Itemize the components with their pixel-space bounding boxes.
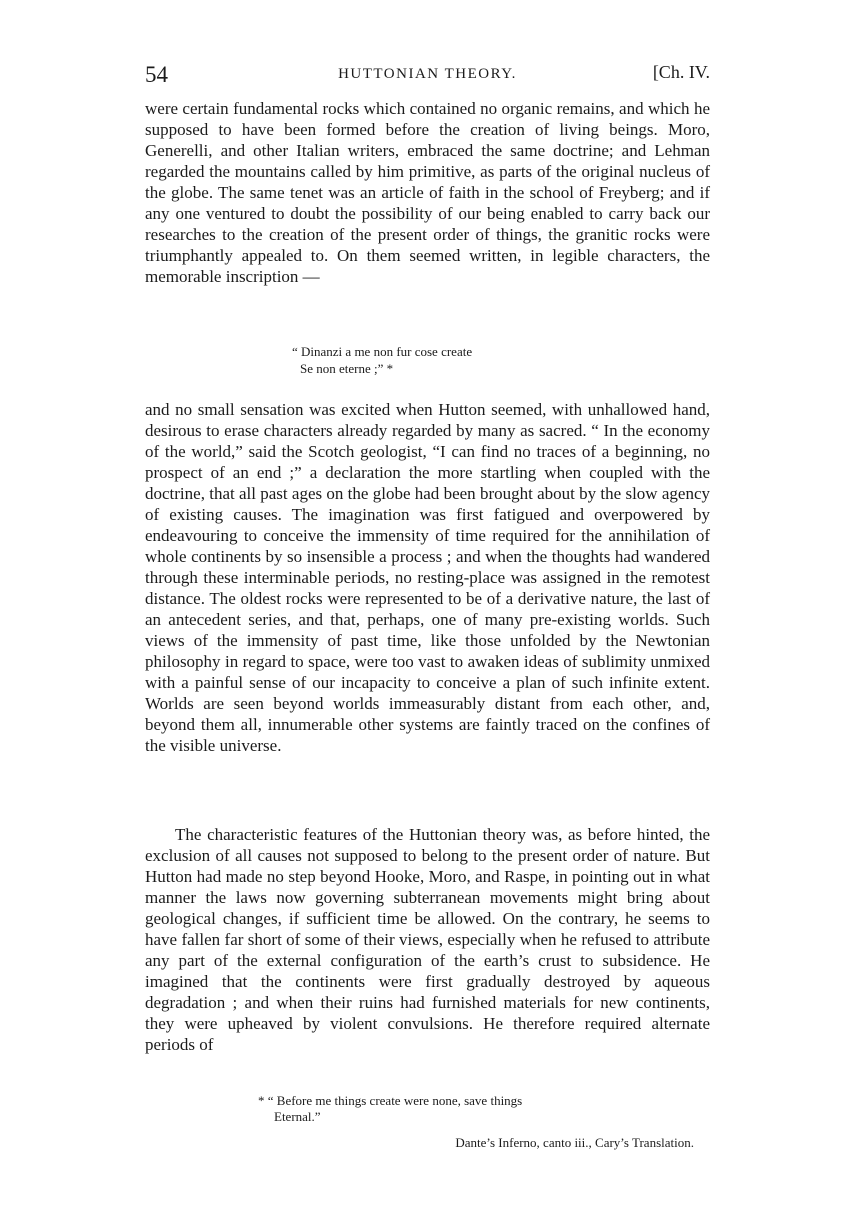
chapter-reference: [Ch. IV.	[652, 62, 710, 82]
paragraph-huttonian-features: The characteristic features of the Huttonian theory was, as before hinted, the exclusion of all causes not supposed to belong to the present order of nature. But Hutton had made no step beyond Hooke, Moro, and Raspe, in pointing out in what manner the laws now governing subterranean movements might bring about geological changes, if sufficient time be allowed. On the contrary, he seems to have fallen far short of some of their views, especially when he refused to attribute any part of the external configuration of the earth’s crust to subsidence. He imagined that the continents were first gradually destroyed by aqueous degradation ; and when their ruins had furnished materials for new continents, they were upheaved by violent convulsions. He therefore required alternate periods of	[145, 825, 710, 1054]
paragraph-hutton-sensation: and no small sensation was excited when Hutton seemed, with unhallowed hand, desirous to erase characters already regarded by many as sacred. “ In the economy of the world,” said the Scotch geologist, “I can find no traces of a beginning, no prospect of an end ;” a declaration the more startling when coupled with the doctrine, that all past ages on the globe had been brought about by the slow agency of existing causes. The imagination was first fatigued and overpowered by endeavouring to conceive the immensity of time required for the annihilation of whole continents by so insensible a process ; and when the thoughts had wandered through these interminable periods, no resting-place was assigned in the remotest distance. The oldest rocks were represented to be of a derivative nature, the last of an antecedent series, and that, perhaps, one of many pre-existing worlds. Such views of the immensity of past time, like those unfolded by the Newtonian philosophy in regard to space, were too vast to awaken ideas of sublimity unmixed with a painful sense of our incapacity to conceive a plan of such infinite extent. Worlds are seen beyond worlds immeasurably distant from each other, and, beyond them all, innumerable other systems are faintly traced on the confines of the visible universe.	[145, 400, 710, 755]
footnote	[258, 1093, 522, 1125]
footnote-line-1: * “ Before me things create were none, save things	[258, 1093, 523, 1108]
verse-quotation	[292, 343, 472, 377]
body-text-block	[145, 98, 710, 287]
footnote-source: Dante’s Inferno, canto iii., Cary’s Translation.	[455, 1135, 694, 1150]
verse-line-1: “ Dinanzi a me non fur cose create	[292, 344, 473, 359]
paragraph-continued: were certain fundamental rocks which contained no organic remains, and which he supposed to have been formed before the creation of living beings. Moro, Generelli, and other Italian writers, embraced the same doctrine; and Lehman regarded the mountains called by him primitive, as parts of the original nucleus of the globe. The same tenet was an article of faith in the school of Freyberg; and if any one ventured to doubt the possibility of our being enabled to carry back our researches to the creation of the present order of things, the granitic rocks were triumphantly appealed to. On them seemed written, in legible characters, the memorable inscription —	[145, 99, 710, 286]
page-number: 54	[145, 62, 168, 87]
running-head	[145, 62, 710, 92]
footnote-line-2: Eternal.”	[274, 1109, 321, 1124]
body-text-block	[145, 399, 710, 756]
body-text-block	[145, 824, 710, 1055]
running-title: HUTTONIAN THEORY.	[338, 66, 517, 82]
verse-line-2: Se non eterne ;” *	[300, 361, 394, 376]
